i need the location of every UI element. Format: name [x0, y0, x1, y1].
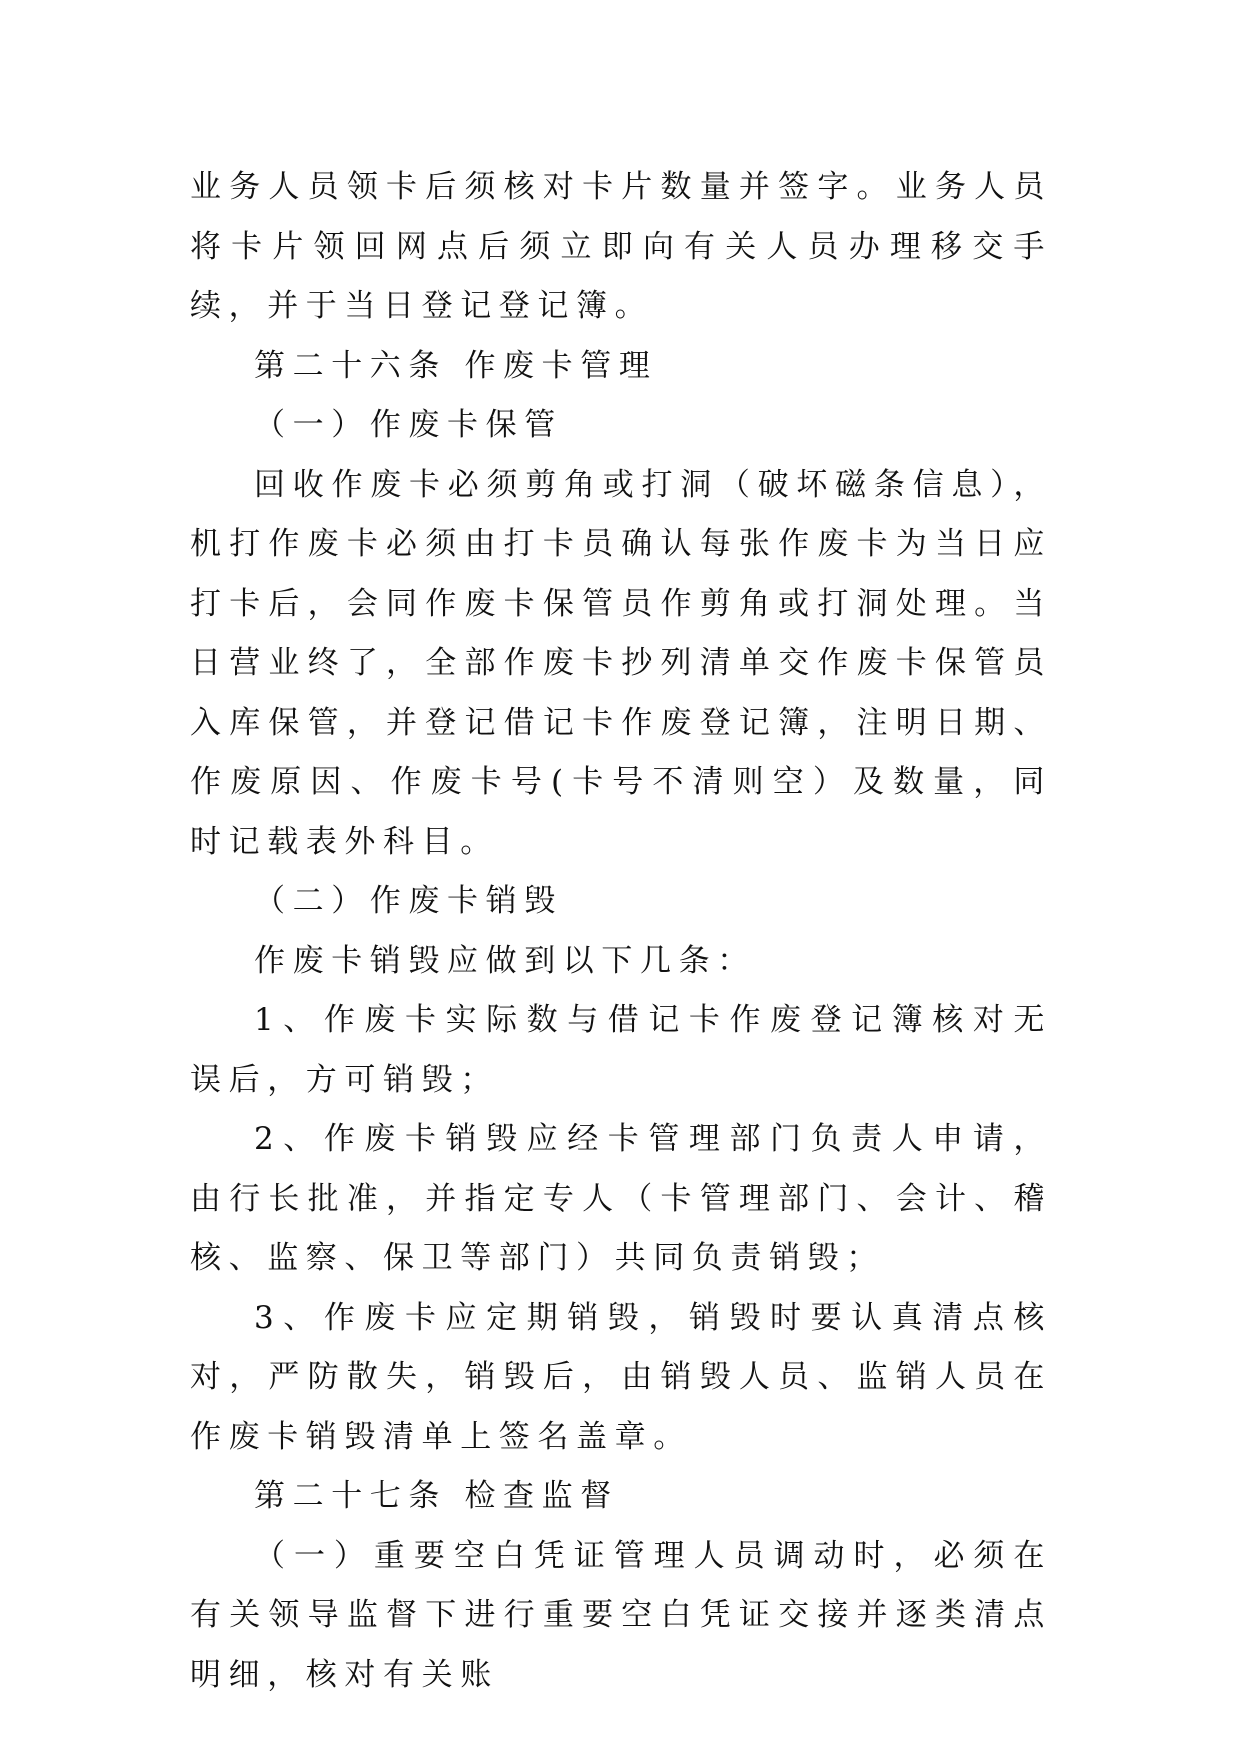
paragraph-inspection-1: （一）重要空白凭证管理人员调动时，必须在有关领导监督下进行重要空白凭证交接并逐类清点明细，核对有关账	[190, 1537, 1052, 1693]
list-item-destruction-3: 3、作废卡应定期销毁，销毁时要认真清点核对，严防散失，销毁后，由销毁人员、监销人员在作废卡销毁清单上签名盖章。	[190, 1299, 1052, 1455]
list-item-destruction-2: 2、作废卡销毁应经卡管理部门负责人申请，由行长批准，并指定专人（卡管理部门、会计、稽核、监察、保卫等部门）共同负责销毁；	[190, 1121, 1052, 1276]
paragraph-void-card-storage: 回收作废卡必须剪角或打洞（破坏磁条信息），机打作废卡必须由打卡员确认每张作废卡为当日应打卡后，会同作废卡保管员作剪角或打洞处理。当日营业终了，全部作废卡抄列清单交作废卡保管员入库保管，并登记借记卡作废登记簿，注明日期、作废原因、作废卡号(卡号不清则空）及数量，同时记载表外科目。	[190, 466, 1052, 860]
paragraph-destruction-intro: 作废卡销毁应做到以下几条：	[254, 942, 756, 979]
subheading-void-card-destruction: （二）作废卡销毁	[254, 883, 563, 919]
document-body	[190, 158, 1052, 1705]
subheading-void-card-storage: （一）作废卡保管	[254, 407, 563, 443]
paragraph-card-collection: 业务人员领卡后须核对卡片数量并签字。业务人员将卡片领回网点后须立即向有关人员办理移交手续，并于当日登记登记簿。	[190, 169, 1052, 324]
heading-article-27: 第二十七条 检查监督	[254, 1478, 619, 1514]
list-item-destruction-1: 1、作废卡实际数与借记卡作废登记簿核对无误后，方可销毁；	[190, 1002, 1052, 1098]
heading-article-26: 第二十六条 作废卡管理	[254, 347, 658, 384]
